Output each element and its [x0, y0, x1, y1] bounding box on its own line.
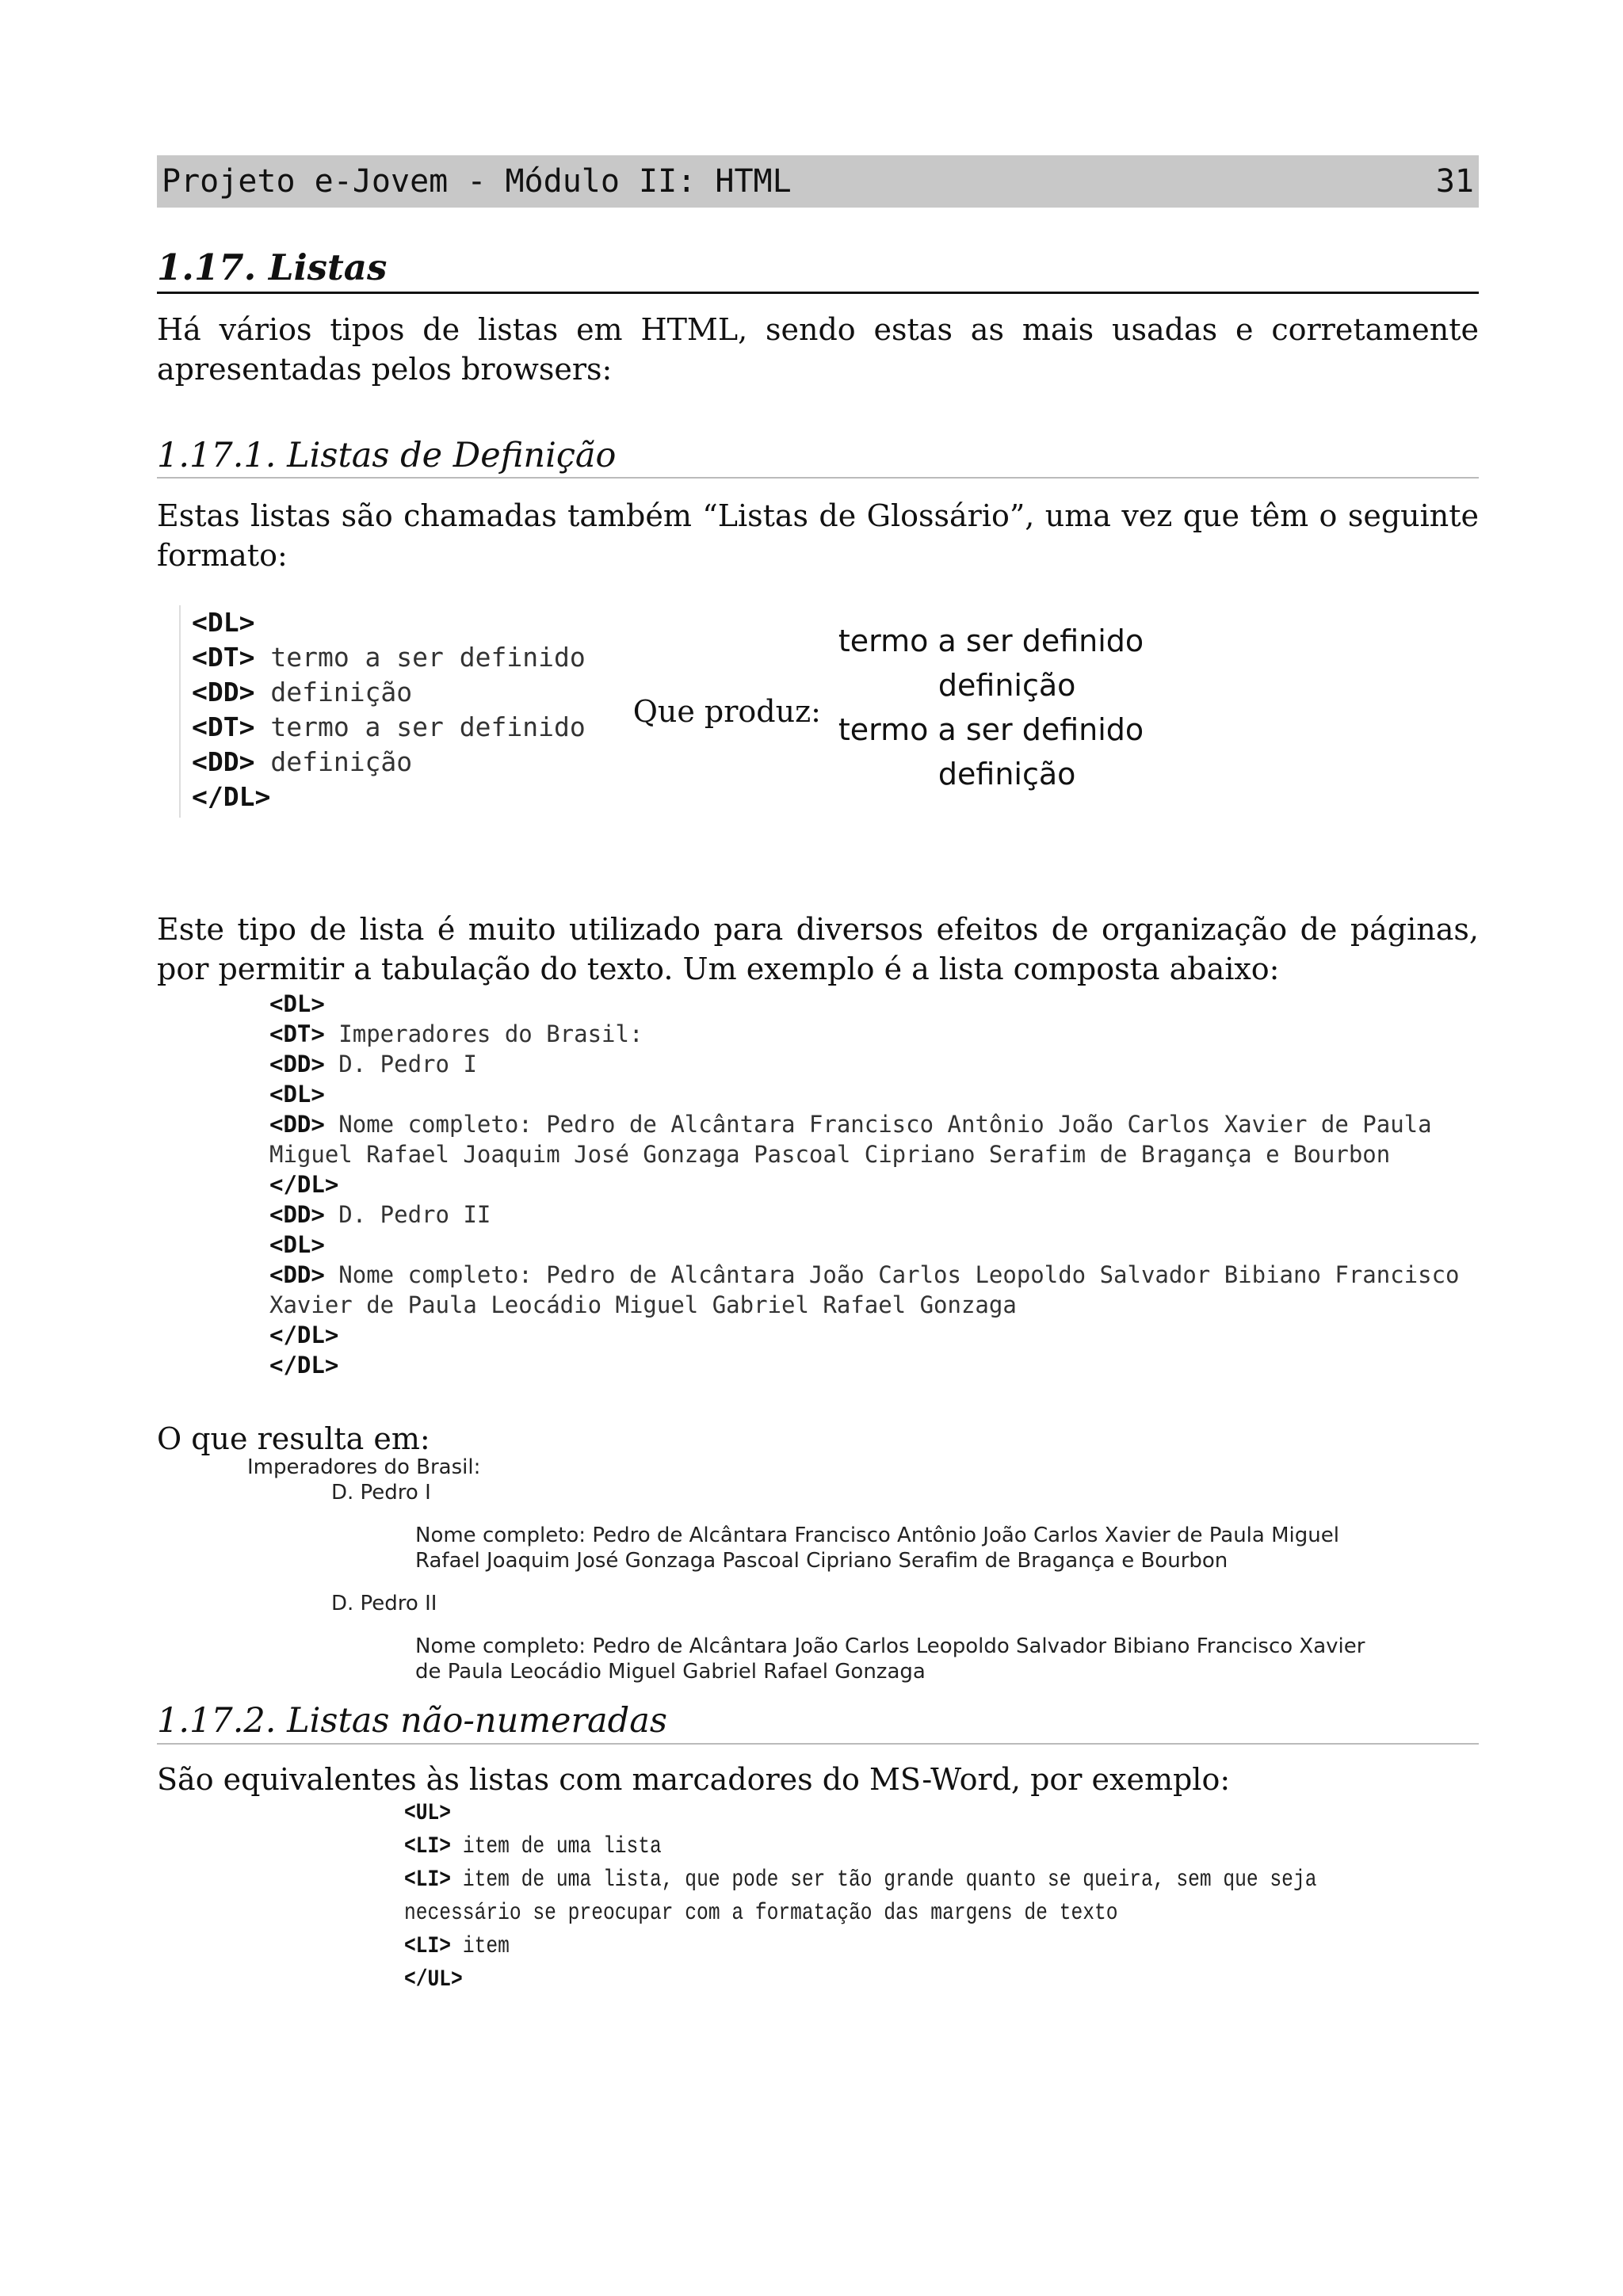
code-tag: <DD> [269, 1111, 325, 1138]
rendered-dd: definição [938, 757, 1076, 792]
code-text: D. Pedro I [324, 1051, 477, 1078]
code-tag: <DL> [192, 607, 255, 639]
code-text: termo a ser definido [254, 711, 586, 743]
definition-rendered [838, 619, 1144, 796]
page-number: 31 [1435, 163, 1474, 200]
code-text: definição [254, 677, 413, 708]
running-header [157, 155, 1479, 208]
definition-code-line [192, 745, 586, 780]
code-tag: <DL> [269, 990, 325, 1018]
code-tag: <DD> [192, 677, 255, 708]
code-tag: <DL> [269, 1081, 325, 1108]
code-text: D. Pedro II [324, 1201, 491, 1229]
nested-code-line [269, 989, 1479, 1019]
nested-code-line [269, 1350, 1479, 1380]
definition-code-block [179, 605, 586, 818]
code-tag: <DL> [269, 1231, 325, 1259]
nested-definition-code-block [269, 989, 1479, 1380]
definition-para2: Este tipo de lista é muito utilizado para diversos efeitos de organização de páginas, por permitir a tabulação do texto. Um exemplo é a lista composta abaixo: [157, 912, 1479, 987]
code-tag: <DT> [192, 711, 255, 743]
section-heading: 1.17. Listas [157, 247, 1479, 294]
code-text: Nome completo: Pedro de Alcântara João Carlos Leopoldo Salvador Bibiano Francisco Xavier de Paula Leocádio Miguel Gabriel Rafael Gonzaga [269, 1261, 1473, 1319]
code-text: Nome completo: Pedro de Alcântara Francisco Antônio João Carlos Xavier de Paula Miguel Rafael Joaquim José Gonzaga Pascoal Cipriano Serafim de Bragança e Bourbon [269, 1111, 1460, 1169]
nested-definition-rendered [247, 1455, 1479, 1684]
rendered-emperor-fullname: Nome completo: Pedro de Alcântara Francisco Antônio João Carlos Xavier de Paula Miguel Rafael Joaquim José Gonzaga Pascoal Cipriano Serafim de Bragança e Bourbon [415, 1524, 1339, 1573]
code-tag: <LI> [404, 1833, 452, 1860]
definition-code-line [192, 640, 586, 675]
definition-code-line [192, 605, 586, 640]
code-text: item de uma lista, que pode ser tão grande quanto se queira, sem que seja [451, 1866, 1317, 1894]
unordered-code-line [404, 1830, 1285, 1863]
definition-code-line [192, 675, 586, 710]
document-page [157, 155, 1479, 1997]
nested-code-line [269, 1019, 1479, 1049]
subsection-heading-definition: 1.17.1. Listas de Definição [157, 437, 1479, 479]
definition-code-line [192, 710, 586, 745]
unordered-code-line [404, 1863, 1317, 1897]
rendered-dt: Imperadores do Brasil: [247, 1455, 481, 1480]
nested-code-line [269, 1109, 1479, 1169]
unordered-code-line [404, 1963, 1285, 1997]
code-tag: <DD> [269, 1051, 325, 1078]
code-text: termo a ser definido [254, 642, 586, 673]
code-tag: <DD> [269, 1201, 325, 1229]
definition-code-line [192, 780, 586, 814]
nested-code-line [269, 1169, 1479, 1199]
rendered-dd: definição [938, 668, 1076, 704]
rendered-dt: termo a ser definido [838, 624, 1144, 659]
rendered-dt: termo a ser definido [838, 712, 1144, 748]
code-tag: <LI> [404, 1866, 452, 1894]
nested-code-line [269, 1049, 1479, 1079]
code-tag: </DL> [269, 1352, 339, 1379]
unordered-code-line [404, 1797, 1285, 1830]
section-intro: Há vários tipos de listas em HTML, sendo estas as mais usadas e corretamente apresentadas pelos browsers: [157, 311, 1479, 387]
rendered-emperor-name: D. Pedro II [331, 1592, 437, 1616]
code-tag: <LI> [404, 1932, 452, 1960]
subsection-heading-unordered: 1.17.2. Listas não-numeradas [157, 1702, 1479, 1744]
code-tag: <UL> [404, 1799, 452, 1827]
result-label: O que resulta em: [157, 1421, 430, 1457]
code-text: necessário se preocupar com a formatação das margens de texto [404, 1899, 1118, 1927]
code-text: Imperadores do Brasil: [324, 1020, 643, 1048]
unordered-intro: São equivalentes às listas com marcadores do MS-Word, por exemplo: [157, 1761, 1231, 1797]
code-tag: <DD> [192, 746, 255, 778]
code-tag: </DL> [192, 781, 271, 813]
produces-label: Que produz: [632, 694, 821, 730]
definition-intro: Estas listas são chamadas também “Listas de Glossário”, uma vez que têm o seguinte formato: [157, 498, 1479, 574]
rendered-emperor-fullname: Nome completo: Pedro de Alcântara João Carlos Leopoldo Salvador Bibiano Francisco Xavier de Paula Leocádio Miguel Gabriel Rafael Gonzaga [415, 1634, 1365, 1684]
nested-code-line [269, 1320, 1479, 1350]
code-tag: <DT> [192, 642, 255, 673]
header-title: Projeto e-Jovem - Módulo II: HTML [162, 163, 792, 200]
nested-code-line [269, 1260, 1479, 1320]
code-text: item [451, 1932, 510, 1960]
nested-code-line [269, 1199, 1479, 1230]
unordered-code-line [404, 1897, 1285, 1930]
code-tag: <DD> [269, 1261, 325, 1289]
code-tag: <DT> [269, 1020, 325, 1048]
code-text: definição [254, 746, 413, 778]
nested-code-line [269, 1079, 1479, 1109]
code-tag: </DL> [269, 1171, 339, 1199]
code-tag: </DL> [269, 1322, 339, 1349]
nested-code-line [269, 1230, 1479, 1260]
unordered-code-block [404, 1797, 1317, 1997]
definition-example [157, 605, 1479, 818]
code-tag: </UL> [404, 1966, 463, 1993]
unordered-code-line [404, 1930, 1285, 1963]
rendered-emperor-name: D. Pedro I [331, 1481, 431, 1505]
code-text: item de uma lista [451, 1833, 662, 1860]
